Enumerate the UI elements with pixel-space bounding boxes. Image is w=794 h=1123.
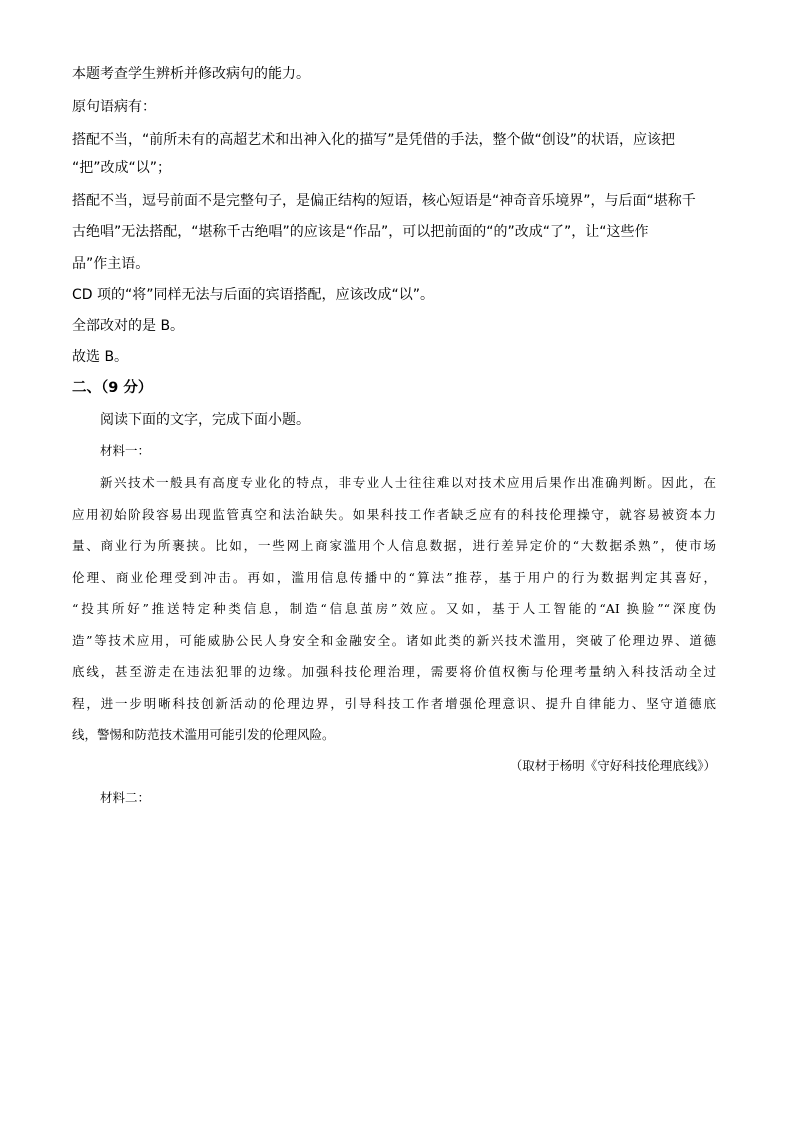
answer-line: 全部改对的是 B。: [72, 318, 185, 334]
passage-line: 量、商业行为所裹挟。比如，一些网上商家滥用个人信息数据，进行差异定价的“大数据杀熟”，使市场: [72, 538, 716, 553]
material-1-source: （取材于杨明《守好科技伦理底线》）: [509, 758, 716, 773]
passage-line: 底线，甚至游走在违法犯罪的边缘。加强科技伦理治理，需要将价值权衡与伦理考量纳入科技活动全过: [72, 664, 716, 679]
section-heading: 二、（9 分）: [72, 380, 153, 396]
passage-line: 造”等技术应用，可能威胁公民人身安全和金融安全。诸如此类的新兴技术滥用，突破了伦理边界、道德: [72, 633, 716, 648]
answer-line: 品”作主语。: [72, 256, 150, 272]
answer-line: CD 项的“将”同样无法与后面的宾语搭配，应该改成“以”。: [72, 287, 435, 303]
passage-line: “投其所好”推送特定种类信息，制造“信息茧房”效应。又如，基于人工智能的“AI 换脸”“深度伪: [72, 601, 716, 616]
answer-line: 古绝唱”无法搭配，“堪称千古绝唱”的应该是“作品”，可以把前面的“的”改成“了”，让“这些作: [72, 224, 649, 240]
material-2-label: 材料二：: [100, 790, 151, 805]
answer-line: 搭配不当，逗号前面不是完整句子，是偏正结构的短语，核心短语是“神奇音乐境界”，与后面“堪称千: [72, 193, 696, 209]
answer-line: “把”改成“以”；: [72, 160, 172, 176]
material-1-label: 材料一：: [100, 443, 151, 458]
answer-line: 本题考查学生辨析并修改病句的能力。: [72, 66, 310, 82]
answer-line: 故选 B。: [72, 349, 129, 365]
passage-line: 新兴技术一般具有高度专业化的特点，非专业人士往往难以对技术应用后果作出准确判断。因此，在: [100, 475, 716, 490]
answer-line: 原句语病有：: [72, 99, 156, 115]
section-instruction: 阅读下面的文字，完成下面小题。: [100, 412, 310, 428]
passage-line: 程，进一步明晰科技创新活动的伦理边界，引导科技工作者增强伦理意识、提升自律能力、坚守道德底: [72, 696, 716, 711]
passage-line: 应用初始阶段容易出现监管真空和法治缺失。如果科技工作者缺乏应有的科技伦理操守，就容易被资本力: [72, 507, 716, 522]
passage-line: 线，警惕和防范技术滥用可能引发的伦理风险。: [72, 727, 335, 742]
answer-line: 搭配不当，“前所未有的高超艺术和出神入化的描写”是凭借的手法，整个做“创设”的状语，应该把: [72, 132, 676, 148]
passage-line: 伦理、商业伦理受到冲击。再如，滥用信息传播中的“算法”推荐，基于用户的行为数据判定其喜好，: [72, 570, 716, 585]
